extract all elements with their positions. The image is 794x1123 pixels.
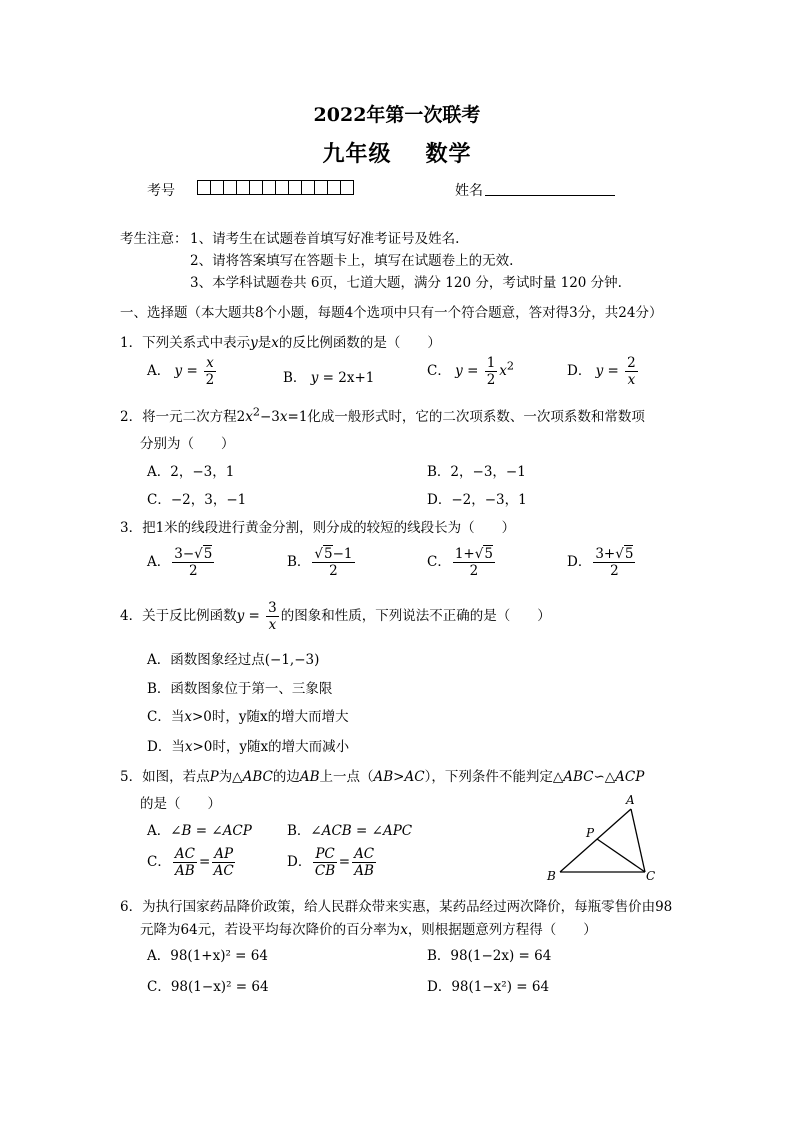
q3-option-d[interactable]: D． $\frac{3+√5}{2}$	[567, 546, 634, 579]
q1-option-c-label: C．	[427, 363, 451, 379]
q2-stem-a: 2．将一元二次方程	[120, 409, 237, 425]
q3-option-d-label: D．	[567, 554, 592, 570]
q1-option-d[interactable]: D． y = $\frac{2}{x}$	[567, 355, 636, 388]
exam-number-boxes[interactable]	[197, 179, 354, 195]
q1-stem: 1．下列关系式中表示y是x的反比例函数的是（ ）	[120, 335, 441, 351]
q5-option-c-label: C．	[147, 854, 171, 870]
vertex-label-b: B	[547, 869, 556, 883]
exam-number-box[interactable]	[275, 180, 288, 195]
q6-option-d-label: D．	[427, 979, 452, 995]
triangle-figure	[540, 790, 665, 885]
exam-number-box[interactable]	[340, 180, 354, 195]
segment-pc	[597, 839, 645, 872]
q6-stem-line2: 元降为64元，若设平均每次降价的百分率为x，则根据题意列方程得（ ）	[140, 922, 597, 938]
q6-option-b[interactable]	[427, 944, 551, 964]
q6-option-c[interactable]	[147, 975, 269, 995]
q4-option-d-a: D．当	[147, 739, 185, 755]
q2-stem-b: 化成一般形式时，它的二次项系数、一次项系数和常数项	[307, 409, 645, 425]
q6-option-b-expr: 98(1−2x) = 64	[450, 948, 552, 964]
q6-option-a-label: A．	[147, 948, 171, 964]
q5-option-d-label: D．	[287, 854, 312, 870]
q4-option-c[interactable]: C．当x>0时，y随x的增大而增大	[147, 709, 349, 725]
q1-option-c[interactable]: C． y = $\frac{1}{2}$ $x^2$	[427, 355, 515, 388]
exam-number-box[interactable]	[327, 180, 340, 195]
q4-stem-a: 4．关于反比例函数	[120, 608, 237, 624]
q1-option-b[interactable]: B． y = 2x+1	[283, 370, 375, 386]
q2-option-a[interactable]: A．2，−3，1	[147, 464, 235, 480]
q5-option-b-label: B．	[287, 823, 311, 839]
q4-option-a[interactable]	[147, 648, 319, 668]
q6-option-c-label: C．	[147, 979, 171, 995]
notice-item-2: 2、请将答案填写在答题卡上，填写在试题卷上的无效.	[190, 253, 514, 269]
q5-stem-a: 5．如图，若点	[120, 769, 210, 785]
q4-option-d-b: 时，y随x的增大而减小	[212, 739, 350, 755]
q1-stem-c: 的反比例函数的是（ ）	[278, 335, 441, 351]
exam-number-box[interactable]	[197, 180, 210, 195]
q5-option-c[interactable]: C． $\frac{AC}{AB}$ = $\frac{AP}{AC}$	[147, 846, 234, 879]
q6-stem-line2-b: ，则根据题意列方程得（ ）	[407, 922, 597, 938]
name-label: 姓名	[455, 183, 483, 199]
q4-stem: 4．关于反比例函数y = $\frac{3}{x}$ 的图象和性质，下列说法不正确的是（ ）	[120, 600, 551, 633]
exam-number-label: 考号	[147, 183, 175, 199]
q3-option-b[interactable]: B． $\frac{√5-1}{2}$	[287, 546, 353, 579]
q4-option-c-b: 时，y随x的增大而增大	[211, 709, 349, 725]
grade-subject	[0, 137, 794, 168]
q6-option-d[interactable]	[427, 975, 549, 995]
notice-item-1: 1、请考生在试题卷首填写好准考证号及姓名.	[190, 231, 460, 247]
vertex-label-a: A	[626, 793, 635, 807]
vertex-label-c: C	[646, 869, 656, 883]
q1-stem-a: 1．下列关系式中表示	[120, 335, 251, 351]
q3-option-a-label: A．	[147, 554, 171, 570]
grade-label: 九年级	[322, 141, 392, 167]
q5-option-a-expr: ∠B = ∠ACP	[170, 823, 252, 839]
q5-stem-e: ），下列条件不能判定△	[424, 769, 564, 785]
q2-option-b[interactable]: B．2，−3，−1	[427, 464, 526, 480]
section-1-title: 一、选择题（本大题共8个小题，每题4个选项中只有一个符合题意，答对得3分，共24分）	[120, 305, 663, 321]
name-blank[interactable]	[485, 195, 615, 196]
q3-option-c-label: C．	[427, 554, 451, 570]
q5-option-b-expr: ∠ACB = ∠APC	[310, 823, 413, 839]
q6-option-c-expr: 98(1−x)² = 64	[170, 979, 269, 995]
q5-stem: 5．如图，若点P为△ABC的边AB上一点（AB>AC），下列条件不能判定△ABC∽△ACP	[120, 769, 645, 785]
notice-label: 考生注意：	[120, 231, 188, 247]
q5-stem-b: 为△	[218, 769, 243, 785]
q5-option-d[interactable]: D． $\frac{PC}{CB}$ = $\frac{AC}{AB}$	[287, 846, 375, 879]
q3-option-c[interactable]: C． $\frac{1+√5}{2}$	[427, 546, 493, 579]
q1-option-d-label: D．	[567, 363, 592, 379]
exam-title: 2022年第一次联考	[313, 104, 481, 126]
notice-item-3: 3、本学科试题卷共 6页，七道大题，满分 120 分，考试时量 120 分钟.	[190, 275, 622, 291]
q4-option-d[interactable]: D．当x>0时，y随x的增大而减小	[147, 739, 350, 755]
q4-option-c-a: C．当	[147, 709, 185, 725]
q2-stem: 2．将一元二次方程$2x^2-3x=1$化成一般形式时，它的二次项系数、一次项系数和常数项	[120, 405, 645, 425]
q5-option-a[interactable]	[147, 819, 252, 839]
exam-number-box[interactable]	[249, 180, 262, 195]
q1-option-b-expr: = 2x+1	[322, 370, 375, 386]
exam-number-box[interactable]	[236, 180, 249, 195]
q4-option-a-label: A．函数图象经过点	[147, 652, 265, 668]
q4-option-a-point: (−1,−3)	[264, 652, 320, 668]
q5-option-a-label: A．	[147, 823, 171, 839]
side-ac	[631, 809, 645, 872]
q5-stem-d: 上一点（	[319, 769, 374, 785]
q5-stem-line2: 的是（ ）	[140, 796, 221, 812]
exam-number-box[interactable]	[301, 180, 314, 195]
q6-stem-line2-a: 元降为64元，若设平均每次降价的百分率为	[140, 922, 401, 938]
q1-stem-b: 是	[257, 335, 272, 351]
q4-option-b[interactable]: B．函数图象位于第一、三象限	[147, 681, 333, 697]
q5-stem-c: 的边	[272, 769, 300, 785]
subject-label: 数学	[425, 141, 472, 167]
q3-option-b-label: B．	[287, 554, 311, 570]
exam-number-box[interactable]	[210, 180, 223, 195]
q5-option-b[interactable]	[287, 819, 412, 839]
side-ab	[560, 809, 631, 872]
q3-option-a[interactable]: A． $\frac{3-√5}{2}$	[147, 546, 213, 579]
triangle-lines	[560, 809, 645, 872]
q6-option-a[interactable]	[147, 944, 268, 964]
q6-option-b-label: B．	[427, 948, 451, 964]
q4-stem-b: 的图象和性质，下列说法不正确的是（ ）	[280, 608, 551, 624]
q6-option-a-expr: 98(1+x)² = 64	[170, 948, 268, 964]
q1-option-a-label: A．	[147, 363, 171, 379]
point-label-p: P	[586, 826, 595, 840]
exam-number-box[interactable]	[314, 180, 327, 195]
q6-option-d-expr: 98(1−x²) = 64	[451, 979, 550, 995]
exam-number-box[interactable]	[223, 180, 236, 195]
q6-stem-line1: 6．为执行国家药品降价政策，给人民群众带来实惠，某药品经过两次降价，每瓶零售价由98	[120, 899, 673, 915]
q3-stem: 3．把1米的线段进行黄金分割，则分成的较短的线段长为（ ）	[120, 520, 516, 536]
q1-option-a[interactable]: A． y = $\frac{x}{2}$	[147, 355, 215, 388]
exam-number-box[interactable]	[262, 180, 275, 195]
exam-number-box[interactable]	[288, 180, 301, 195]
q2-option-d[interactable]: D．−2，−3，1	[427, 492, 527, 508]
q2-option-c[interactable]: C．−2，3，−1	[147, 492, 247, 508]
q1-option-b-label: B．	[283, 370, 307, 386]
q2-stem-line2: 分别为（ ）	[140, 436, 235, 452]
